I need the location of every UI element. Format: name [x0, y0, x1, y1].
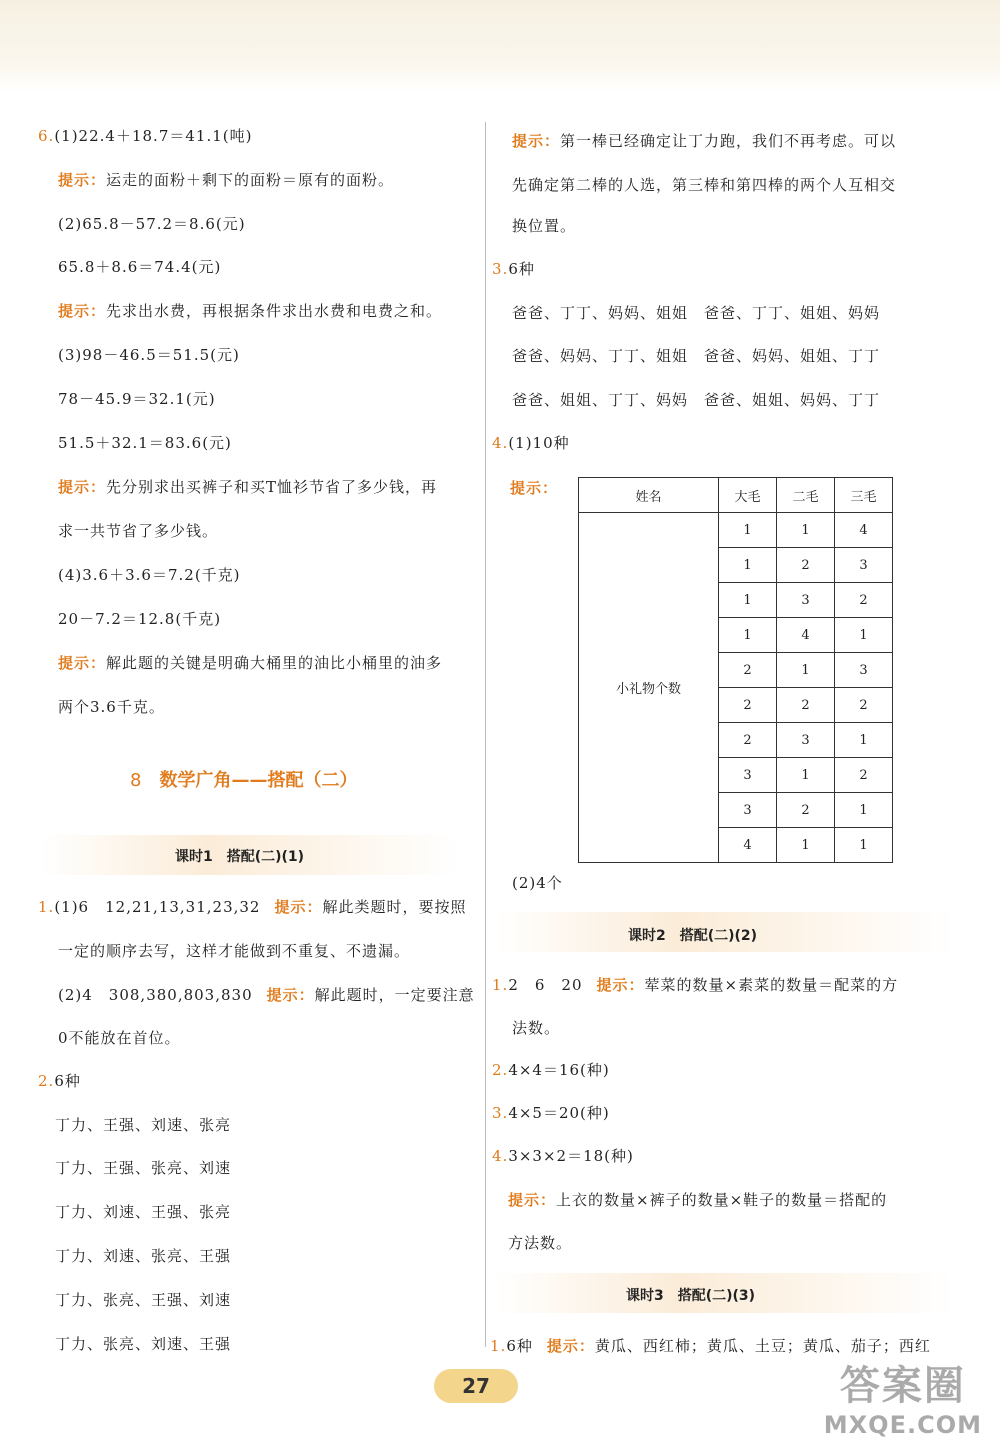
r4 [492, 1145, 634, 1166]
r1 [492, 974, 898, 995]
hint-2 [58, 300, 442, 321]
hint-label: 提示： [510, 479, 559, 497]
q6-1-text: (1)22.4＋18.7＝41.1(吨) [54, 127, 253, 145]
q4-1 [492, 432, 570, 453]
hint-text: 运走的面粉＋剩下的面粉＝原有的面粉。 [106, 171, 395, 189]
q1-2 [58, 984, 475, 1005]
q4-1-text: (1)10种 [508, 434, 570, 452]
q2-text: 6种 [54, 1072, 81, 1090]
lesson-2-title: 课时2 搭配(二)(2) [628, 928, 758, 944]
table-cell: 1 [835, 723, 893, 758]
hint-text: 第一棒已经确定让丁力跑，我们不再考虑。可以 [560, 132, 897, 150]
q6-2b: 65.8＋8.6＝74.4(元) [58, 258, 222, 276]
hint-text: 解此题的关键是明确大桶里的油比小桶里的油多 [106, 654, 443, 672]
r4-hint [508, 1189, 887, 1210]
section-title [130, 766, 357, 792]
order-1: 丁力、王强、刘速、张亮 [55, 1116, 232, 1134]
hint-label: 提示： [58, 654, 107, 672]
family-row-2: 爸爸、妈妈、丁丁、姐姐 爸爸、妈妈、姐姐、丁丁 [512, 347, 881, 365]
table-header: 三毛 [835, 478, 893, 513]
hint-top-1 [512, 130, 896, 151]
table-row-label: 小礼物个数 [579, 513, 719, 863]
table-cell: 1 [777, 758, 835, 793]
hint-text: 先分别求出买裤子和买T恤衫节省了多少钱，再 [106, 478, 438, 496]
table-header: 姓名 [579, 478, 719, 513]
table-cell: 1 [777, 828, 835, 863]
table-cell: 2 [719, 688, 777, 723]
table-cell: 4 [719, 828, 777, 863]
lesson-1-title: 课时1 搭配(二)(1) [175, 849, 305, 865]
hint-label: 提示： [274, 898, 323, 916]
family-row-1: 爸爸、丁丁、妈妈、姐姐 爸爸、丁丁、姐姐、妈妈 [512, 304, 881, 322]
table-cell: 3 [777, 723, 835, 758]
hint-top-2: 先确定第二棒的人选，第三棒和第四棒的两个人互相交 [512, 176, 897, 194]
q3-number: 3. [492, 260, 509, 278]
section-number: 8 [130, 770, 142, 791]
hint-label: 提示： [58, 171, 107, 189]
s1-text: 6种 [506, 1337, 533, 1355]
r2-number: 2. [492, 1061, 509, 1079]
q1-1 [38, 896, 467, 917]
q6-3a: (3)98－46.5＝51.5(元) [58, 346, 240, 364]
q1-1-text: (1)6 12,21,13,31,23,32 [54, 898, 261, 916]
hint-text: 解此题时，一定要注意 [314, 986, 475, 1004]
r4-number: 4. [492, 1147, 509, 1165]
hint-label: 提示： [596, 976, 645, 994]
hint-label: 提示： [58, 478, 107, 496]
hint-4a [58, 652, 442, 673]
order-2: 丁力、王强、张亮、刘速 [55, 1159, 232, 1177]
hint-3b: 求一共节省了多少钱。 [58, 522, 219, 540]
hint-table-label [510, 477, 558, 498]
hint-1 [58, 169, 394, 190]
table-cell: 1 [719, 583, 777, 618]
q6-2a: (2)65.8－57.2＝8.6(元) [58, 215, 246, 233]
table-cell: 3 [835, 548, 893, 583]
r4-hint2: 方法数。 [508, 1234, 573, 1252]
r3 [492, 1102, 610, 1123]
table-row [579, 513, 893, 548]
order-6: 丁力、张亮、刘速、王强 [55, 1335, 232, 1353]
r2-text: 4×4＝16(种) [508, 1061, 610, 1079]
r4-text: 3×3×2＝18(种) [508, 1147, 634, 1165]
q6-3b: 78－45.9＝32.1(元) [58, 390, 216, 408]
q3 [492, 258, 535, 279]
table-cell: 2 [835, 688, 893, 723]
q2-number: 2. [38, 1072, 55, 1090]
header-band [0, 0, 1000, 92]
q3-text: 6种 [508, 260, 535, 278]
table-cell: 1 [835, 618, 893, 653]
hint-label: 提示： [546, 1337, 595, 1355]
r2 [492, 1059, 610, 1080]
table-cell: 1 [719, 618, 777, 653]
s1 [490, 1335, 931, 1356]
table-cell: 1 [719, 548, 777, 583]
order-3: 丁力、刘速、王强、张亮 [55, 1203, 232, 1221]
order-5: 丁力、张亮、王强、刘速 [55, 1291, 232, 1309]
page-number: 27 [434, 1369, 518, 1403]
r1-hint2: 法数。 [512, 1019, 561, 1037]
table-cell: 3 [719, 793, 777, 828]
table-cell: 2 [719, 653, 777, 688]
watermark-top: 答案圈 [839, 1363, 966, 1409]
hint-text: 黄瓜、西红柿；黄瓜、土豆；黄瓜、茄子；西红 [594, 1337, 931, 1355]
table-cell: 1 [777, 513, 835, 548]
table-cell: 2 [777, 688, 835, 723]
family-row-3: 爸爸、姐姐、丁丁、妈妈 爸爸、姐姐、妈妈、丁丁 [512, 391, 881, 409]
hint-top-3: 换位置。 [512, 217, 577, 235]
q4-number: 4. [492, 434, 509, 452]
q1-number: 1. [38, 898, 55, 916]
table-header: 二毛 [777, 478, 835, 513]
table-cell: 2 [719, 723, 777, 758]
r1-text: 2 6 20 [508, 976, 583, 994]
table-cell: 4 [777, 618, 835, 653]
table-cell: 1 [719, 513, 777, 548]
hint-text: 解此类题时，要按照 [322, 898, 467, 916]
table-cell: 3 [777, 583, 835, 618]
r3-text: 4×5＝20(种) [508, 1104, 610, 1122]
table-cell: 2 [777, 793, 835, 828]
table-cell: 2 [835, 583, 893, 618]
watermark [824, 1354, 982, 1439]
hint-4b: 两个3.6千克。 [58, 698, 165, 716]
table-cell: 3 [719, 758, 777, 793]
q6-3c: 51.5＋32.1＝83.6(元) [58, 434, 232, 452]
q4-2: (2)4个 [512, 874, 563, 892]
hint-text: 上衣的数量×裤子的数量×鞋子的数量＝搭配的 [556, 1191, 888, 1209]
table-cell: 4 [835, 513, 893, 548]
watermark-bottom: MXQE.COM [823, 1411, 982, 1439]
hint-text: 荤菜的数量×素菜的数量＝配菜的方 [644, 976, 899, 994]
q1-1-hint2: 一定的顺序去写，这样才能做到不重复、不遗漏。 [58, 942, 411, 960]
hint-label: 提示： [266, 986, 315, 1004]
table-header: 大毛 [719, 478, 777, 513]
hint-label: 提示： [508, 1191, 557, 1209]
hint-3a [58, 476, 437, 497]
table-cell: 1 [835, 793, 893, 828]
q2 [38, 1070, 81, 1091]
r3-number: 3. [492, 1104, 509, 1122]
table-cell: 2 [777, 548, 835, 583]
hint-label: 提示： [512, 132, 561, 150]
order-4: 丁力、刘速、张亮、王强 [55, 1247, 232, 1265]
q6-4a: (4)3.6＋3.6＝7.2(千克) [58, 566, 241, 584]
q1-2-hint2: 0不能放在首位。 [58, 1029, 181, 1047]
q6-number: 6. [38, 127, 55, 145]
gift-table [578, 477, 893, 863]
q1-2-text: (2)4 308,380,803,830 [58, 986, 253, 1004]
s1-number: 1. [490, 1337, 507, 1355]
hint-text: 先求出水费，再根据条件求出水费和电费之和。 [106, 302, 443, 320]
hint-label: 提示： [58, 302, 107, 320]
table-header-row [579, 478, 893, 513]
table-cell: 1 [777, 653, 835, 688]
section-title-text: 数学广角——搭配（二） [159, 770, 358, 791]
q6-1 [38, 125, 252, 146]
table-cell: 1 [835, 828, 893, 863]
table-cell: 2 [835, 758, 893, 793]
q6-4b: 20－7.2＝12.8(千克) [58, 610, 222, 628]
lesson-3-title: 课时3 搭配(二)(3) [626, 1288, 756, 1304]
table-cell: 3 [835, 653, 893, 688]
r1-number: 1. [492, 976, 509, 994]
column-divider [485, 122, 486, 1347]
